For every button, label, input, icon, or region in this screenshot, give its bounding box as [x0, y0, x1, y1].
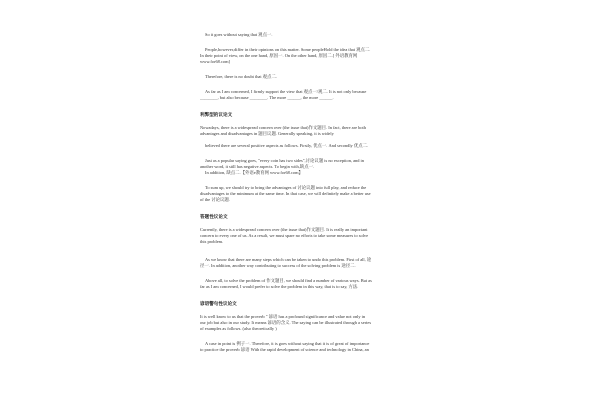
text-line: It is well know to us that the proverb " 谚语 has a profound significance and value not only in [200, 314, 366, 319]
text-line: ________, but also because ________. The more ______, the more ______. [200, 95, 334, 100]
text-line: Above all, to solve the problem of 作文题目, we should find a number of various ways. But as [205, 278, 372, 283]
text-line: Nowadays, there is a widespread concern over (the issue that)作文题目. In fact, there are both [200, 125, 366, 130]
paragraph [200, 185, 398, 203]
document-body [200, 32, 398, 353]
text-line: Currently, there is a widespread concern over (the issue that)作文题目. It is really an important [200, 227, 368, 232]
text-line: our job but also in our study. It means 谚语的含义. The saying can be illustrated through a series [200, 320, 372, 325]
paragraph [200, 278, 398, 290]
paragraph [200, 314, 398, 332]
paragraph: believed there are several positive aspects as follows. Firstly, 优点一. And secondly 优点二. [205, 143, 369, 148]
text-line: 径一. In addition, another way contributing to success of the solving problem is 途径二. [200, 263, 356, 268]
paragraph: Therefore, there is no doubt that 观点二. [205, 74, 277, 79]
text-line: another word, it still has negative aspects. To begin with,缺点一. [200, 164, 315, 169]
text-line: disadvantages to the minimum at the same time. In that case, we will definitely make a better use [200, 191, 371, 196]
paragraph [200, 125, 398, 137]
text-line: concern to every one of us. As a result, we must spare no efforts to take some measures to solve [200, 233, 369, 238]
text-line: In their point of view, on the one hand, 原因一. On the other hand, 原因二.[ 外语教育网 [200, 53, 358, 58]
section-heading: 谚语警句性议论文 [200, 302, 237, 307]
paragraph [200, 257, 398, 269]
text-line: to practice the proverb 谚语 With the rapid development of science and technology in China, an [200, 347, 369, 352]
section-heading: 答题性议论文 [200, 215, 228, 220]
text-line: In addition, 缺点二.【外语e教育网 www.for68.com】 [205, 170, 303, 175]
paragraph [200, 158, 398, 176]
text-line: As far as I am concerned, I firmly support the view that 观点一/观二. It is not only because [205, 89, 367, 94]
paragraph [200, 341, 398, 353]
paragraph [200, 47, 398, 65]
text-line: People,however,differ in their opinions on this matter. Some peopleHold the idea that 观点二. [205, 47, 371, 52]
text-line: To sum up, we should try to bring the advantages of 讨论议题 into full play, and reduce the [205, 185, 367, 190]
text-line: of examples as follows. (also theoretically ) [200, 326, 277, 331]
text-line: As we know that there are many steps which can be taken to undo this problem. First of all, 途 [205, 257, 372, 262]
section-heading: 利弊型的议论文 [200, 113, 233, 118]
text-line: far as I am concerned, I would prefer to solve the problem in this way, that is to say, 方法. [200, 284, 359, 289]
paragraph: So it goes without saying that 观点一. [205, 32, 273, 37]
paragraph [200, 89, 398, 101]
text-line: this problem. [200, 239, 224, 244]
text-line: of the 讨论议题. [200, 197, 230, 202]
text-line: advantages and disadvantages in 题目议题. Generally speaking, it is widely [200, 131, 334, 136]
paragraph [200, 227, 398, 245]
text-line: www.for68.com] [200, 59, 230, 64]
text-line: A case in point is 例子一. Therefore, it is goes without saying that it is of great of importance [205, 341, 370, 346]
text-line: Just as a popular saying goes, "every coin has two sides",讨论议题 is no exception, and in [205, 158, 364, 163]
